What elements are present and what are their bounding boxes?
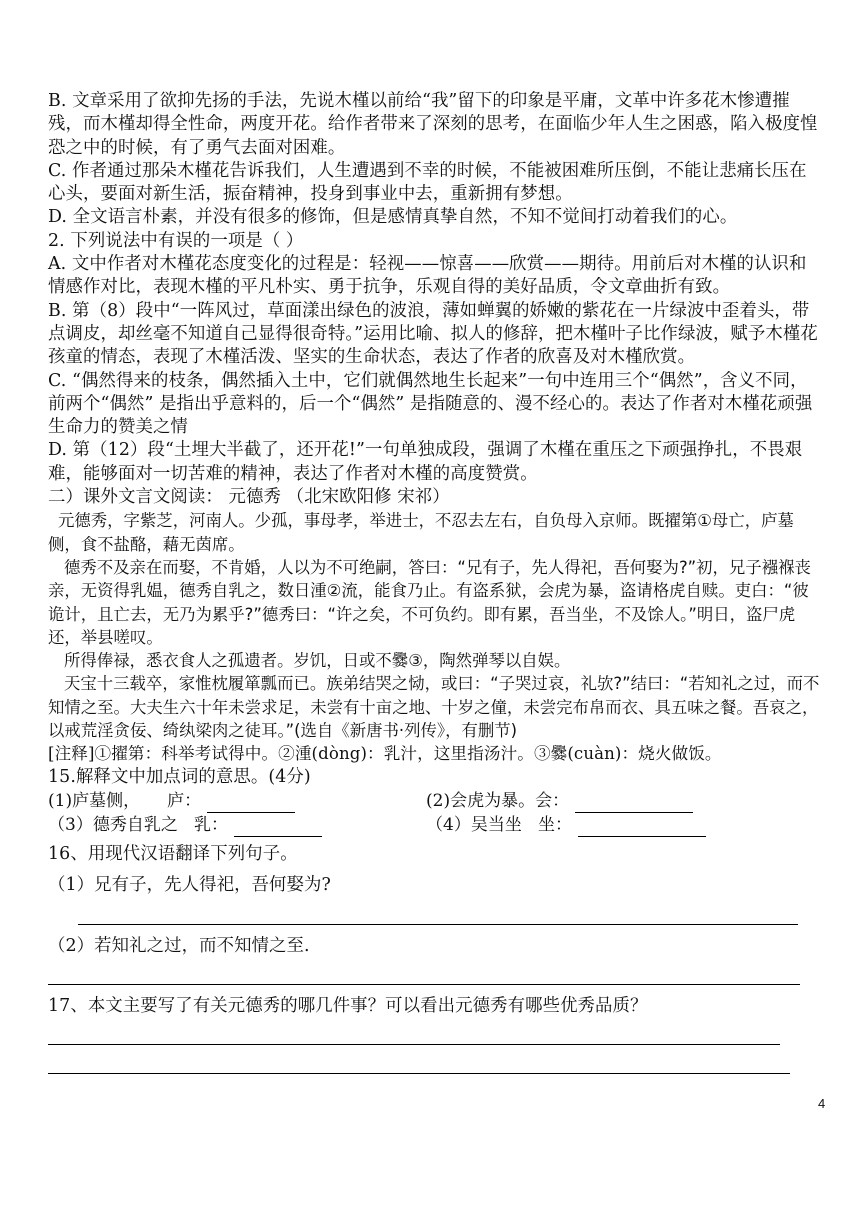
q15-row <box>48 789 823 813</box>
q16-item-1: （1）兄有子，先人得祀，吾何娶为? <box>48 875 331 896</box>
q15-item-1: (1)庐墓侧， 庐： <box>48 790 202 811</box>
q2-option-b: B. 第（8）段中“一阵风过，草面漾出绿色的波浪，薄如蝉翼的娇嫩的紫花在一片绿波中歪着头，带点调皮，却丝毫不知道自己显得很奇特。”运用比喻、拟人的修辞，把木槿叶子比作绿波，赋予木槿花孩童的情态，表现了木槿活泼、坚实的生命状态，表达了作者的欣喜及对木槿欣赏。 <box>48 300 818 368</box>
answer-blank[interactable] <box>578 818 706 837</box>
answer-blank[interactable] <box>234 818 322 837</box>
q15-item-2: (2)会虎为暴。会： <box>426 790 570 811</box>
q1-option-b: B. 文章采用了欲抑先扬的手法，先说木槿以前给“我”留下的印象是平庸，文革中许多花木惨遭摧残，而木槿却得全性命，两度开花。给作者带来了深刻的思考，在面临少年人生之困惑，陷入极度惶恐之中的时候，有了勇气去面对困难。 <box>48 91 818 158</box>
q2-option-a: A. 文中作者对木槿花态度变化的过程是：轻视——惊喜——欣赏——期待。用前后对木槿的认识和情感作对比，表现木槿的平凡朴实、勇于抗争，乐观自得的美好品质，令文章曲折有致。 <box>48 254 807 298</box>
answer-line[interactable] <box>78 924 798 925</box>
page-number: 4 <box>818 1096 826 1111</box>
q15-stem: 15.解释文中加点词的意思。(4分) <box>48 766 311 787</box>
q15-item-3: （3）德秀自乳之 乳： <box>48 814 229 835</box>
q15-row <box>48 813 823 837</box>
q2-option-d: D. 第（12）段“土埋大半截了，还开花!”一句单独成段，强调了木槿在重压之下顽强挣扎，不畏艰难，能够面对一切苦难的精神，表达了作者对木槿的高度赞赏。 <box>48 440 803 484</box>
answer-blank[interactable] <box>575 794 693 813</box>
classical-paragraph: 德秀不及亲在而娶，不肯婚，人以为不可绝嗣，答曰：“兄有子，先人得祀，吾何娶为?”初，兄子襁褓丧亲，无资得乳媪，德秀自乳之，数日湩②流，能食乃止。有盗系狱，会虎为暴，盗请格虎自赎。吏白：“彼诡计，且亡去，无乃为累乎?”德秀曰：“许之矣，不可负约。即有累，吾当坐，不及馀人。”明日，盗尸虎还，举县嗟叹。 <box>48 557 811 647</box>
q1-option-c: C. 作者通过那朵木槿花告诉我们，人生遭遇到不幸的时候，不能被困难所压倒，不能让悲痛长压在心头，要面对新生活，振奋精神，投身到事业中去，重新拥有梦想。 <box>48 160 807 205</box>
q16-stem: 16、用现代汉语翻译下列句子。 <box>48 843 298 864</box>
classical-paragraph: 天宝十三载卒，家惟枕履箪瓢而已。族弟结哭之恸，或曰：“子哭过哀，礼欤?”结曰：“若知礼之过，而不知情之至。大夫生六十年未尝求足，未尝有十亩之地、十岁之僮，未尝完布帛而衣、具五味之餐。吾哀之，以戒荒淫贪佞、绮纨梁肉之徒耳。”(选自《新唐书·列传》，有删节) <box>48 674 820 741</box>
q16-item-2: （2）若知礼之过，而不知情之至. <box>48 935 310 956</box>
annotation-notes: [注释]①擢第：科举考试得中。②湩(dòng)：乳汁，这里指汤汁。③爨(cuàn)：烧火做饭。 <box>48 744 722 764</box>
answer-line[interactable] <box>48 984 800 985</box>
answer-line[interactable] <box>48 1073 790 1074</box>
q2-option-c: C. “偶然得来的枝条，偶然插入土中，它们就偶然地生长起来”一句中连用三个“偶然”，含义不同，前两个“偶然” 是指出乎意料的，后一个“偶然” 是指随意的、漫不经心的。表达了作者对木槿花顽强生命力的赞美之情 <box>48 370 813 438</box>
classical-paragraph: 所得俸禄，悉衣食人之孤遗者。岁饥，日或不爨③，陶然弹琴以自娱。 <box>64 651 571 671</box>
q15-item-4: （4）吴当坐 坐： <box>426 814 573 835</box>
q2-stem: 2. 下列说法中有误的一项是（ ） <box>48 230 304 251</box>
q1-option-d: D. 全文语言朴素，并没有很多的修饰，但是感情真挚自然，不知不觉间打动着我们的心。 <box>48 207 738 228</box>
classical-paragraph: 元德秀，字紫芝，河南人。少孤，事母孝，举进士，不忍去左右，自负母入京师。既擢第①母亡，庐墓侧，食不盐酪，藉无茵席。 <box>48 511 794 554</box>
section-heading: 二）课外文言文阅读： 元德秀 （北宋欧阳修 宋祁） <box>48 487 450 508</box>
answer-line[interactable] <box>48 1044 780 1045</box>
answer-blank[interactable] <box>207 794 295 813</box>
q17-stem: 17、本文主要写了有关元德秀的哪几件事？可以看出元德秀有哪些优秀品质？ <box>48 995 648 1016</box>
document-page <box>48 90 823 1074</box>
